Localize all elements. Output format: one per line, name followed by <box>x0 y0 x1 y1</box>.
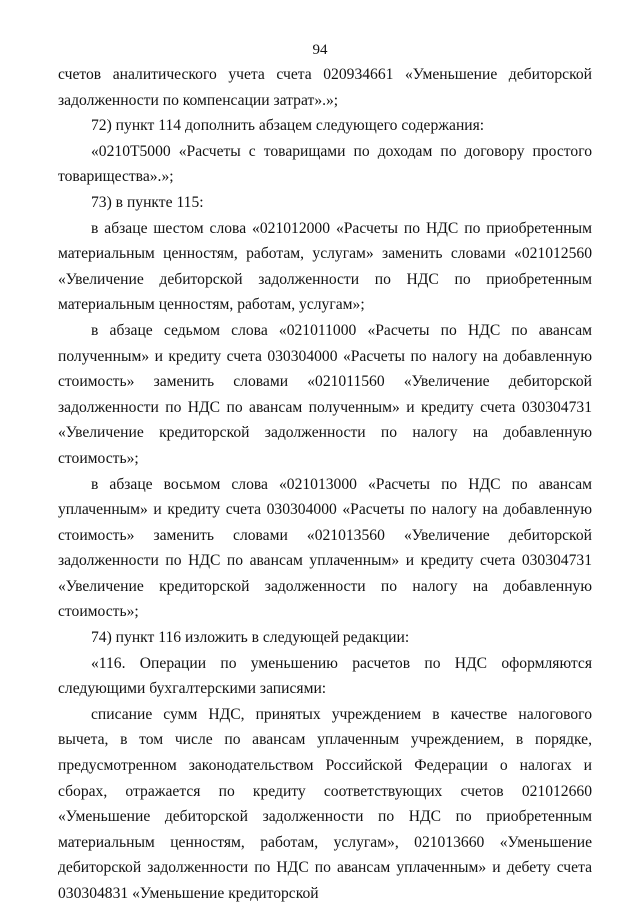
paragraph-item-72: 72) пункт 114 дополнить абзацем следующего содержания: <box>91 117 485 135</box>
document-body <box>58 62 592 907</box>
paragraph-sixth-abzac: в абзаце шестом слова «021012000 «Расчеты по НДС по приобретенным материальным ценностям, работам, услугам» заменить словами «021012560 «Увеличение дебиторской задолженности по НДС по приобретенным материальным ценностям, работам, услугам»; <box>58 219 592 314</box>
paragraph-seventh-abzac: в абзаце седьмом слова «021011000 «Расчеты по НДС по авансам полученным» и кредиту счета 030304000 «Расчеты по налогу на добавленную стоимость» заменить словами «021011560 «Увеличение дебиторской задолженности по НДС по авансам полученным» и кредиту счета 030304731 «Увеличение кредиторской задолженности по налогу на добавленную стоимость»; <box>58 321 592 467</box>
paragraph-item-74: 74) пункт 116 изложить в следующей редакции: <box>91 629 410 647</box>
paragraph-eighth-abzac: в абзаце восьмом слова «021013000 «Расчеты по НДС по авансам уплаченным» и кредиту счета 030304000 «Расчеты по налогу на добавленную стоимость» заменить словами «021013560 «Увеличение дебиторской задолженности по НДС по авансам уплаченным» и кредиту счета 030304731 «Увеличение кредиторской задолженности по налогу на добавленную стоимость»; <box>58 475 592 621</box>
paragraph-account-0210t5000: «0210Т5000 «Расчеты с товарищами по доходам по договору простого товарищества».»; <box>58 142 592 186</box>
paragraph-continuation: счетов аналитического учета счета 020934661 «Уменьшение дебиторской задолженности по компенсации затрат».»; <box>58 66 592 109</box>
paragraph-item-73: 73) в пункте 115: <box>91 193 204 211</box>
page-number: 94 <box>312 42 328 58</box>
paragraph-write-off: списание сумм НДС, принятых учреждением в качестве налогового вычета, в том числе по авансам уплаченным учреждением, в порядке, предусмотренном законодательством Российской Федерации о налогах и сборах, отражается по кредиту соответствующих счетов 021012660 «Уменьшение дебиторской задолженности по НДС по приобретенным материальным ценностям, работам, услугам», 021013660 «Уменьшение дебиторской задолженности по НДС по авансам уплаченным» и дебету счета 030304831 «Уменьшение кредиторской <box>58 705 592 902</box>
paragraph-item-116: «116. Операции по уменьшению расчетов по НДС оформляются следующими бухгалтерскими записями: <box>58 654 592 698</box>
